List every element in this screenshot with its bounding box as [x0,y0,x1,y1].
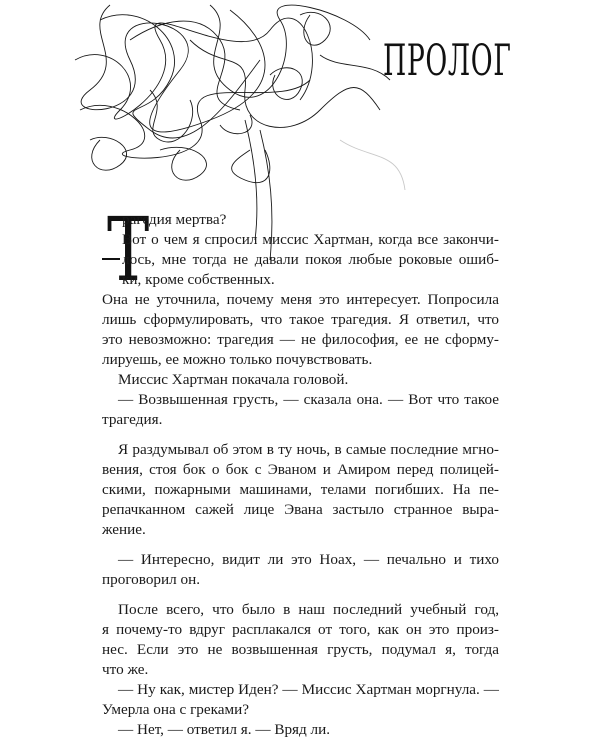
text-line: Миссис Хартман покачала головой. [118,371,349,388]
text-line: рагедия мертва? [122,211,227,228]
text-line: — Нет, — ответил я. — Вряд ли. [118,721,331,738]
chapter-title: ПРОЛОГ [383,36,512,86]
text-line: проговорил он. [102,571,201,588]
text-line: — Ну как, мистер Иден? — Миссис Хартман моргнула. — [118,681,499,698]
text-line: — Возвышенная грусть, — сказала она. — Вот что такое [118,391,499,408]
text-line: лишь сформулировать, что такое трагедия. Я ответил, что [102,311,499,328]
text-line: репачканном сажей лице Эвана застыло странное выра- [102,501,499,518]
text-line: скими, пожарными машинами, телами погибших. На пе- [102,481,499,498]
text-line: что же. [102,661,149,678]
text-line: Вот о чем я спросил миссис Хартман, когда все закончи- [122,231,499,248]
text-line: лируешь, ее можно только почувствовать. [102,351,373,368]
text-line: Она не уточнила, почему меня это интересует. Попросила [102,291,499,308]
text-line: вения, стоя бок о бок с Эваном и Амиром перед полицей- [102,461,499,478]
text-line: ки, кроме собственных. [122,271,275,288]
text-line: это невозможно: трагедия — не философия, ее не сформу- [102,331,499,348]
text-line: жение. [102,521,146,538]
text-line: я почему-то вдруг расплакался от того, как он это произ- [102,621,499,638]
text-line: лось, мне тогда не давали покоя любые роковые ошиб- [122,251,499,268]
text-line: Я раздумывал об этом в ту ночь, в самые последние мгно- [118,441,499,458]
text-line: Умерла она с греками? [102,701,250,718]
drop-cap-letter: Т [107,198,150,301]
text-line: После всего, что было в наш последний учебный год, [118,601,499,618]
text-line: нес. Если это не возвышенная грусть, подумал я, тогда [102,641,499,658]
text-line: — Интересно, видит ли это Ноах, — печально и тихо [118,551,499,568]
body-text [102,210,499,740]
text-line: трагедия. [102,411,163,428]
